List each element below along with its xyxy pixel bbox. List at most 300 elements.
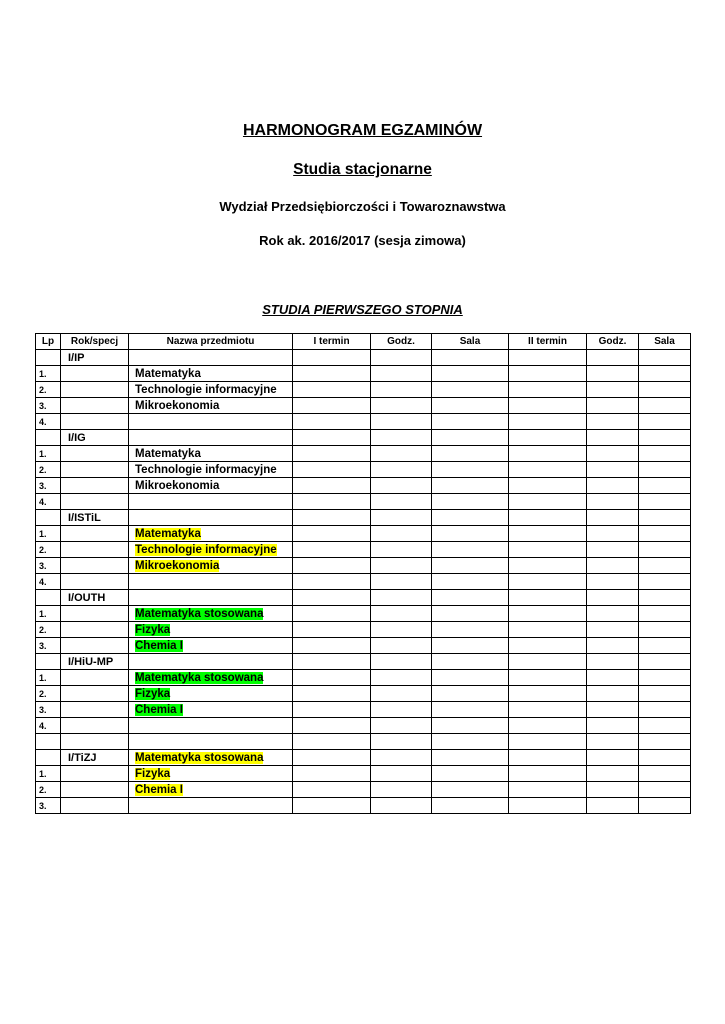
table-row <box>36 350 691 366</box>
second-term-date-cell <box>509 750 587 766</box>
row-number <box>36 590 61 606</box>
year-specialization <box>61 718 129 734</box>
table-body <box>36 350 691 814</box>
table-row <box>36 798 691 814</box>
second-term-room-cell <box>639 494 691 510</box>
first-term-time-cell <box>371 606 432 622</box>
year-specialization: I/OUTH <box>61 590 129 606</box>
table-row <box>36 574 691 590</box>
second-term-room-cell <box>639 478 691 494</box>
subject-cell <box>129 718 293 734</box>
year-specialization <box>61 478 129 494</box>
second-term-time-cell <box>587 734 639 750</box>
year-specialization <box>61 670 129 686</box>
first-term-room-cell <box>432 494 509 510</box>
second-term-date-cell <box>509 366 587 382</box>
first-term-date-cell <box>293 654 371 670</box>
subject-name: Chemia I <box>135 639 183 652</box>
first-term-date-cell <box>293 430 371 446</box>
table-row <box>36 750 691 766</box>
second-term-time-cell <box>587 654 639 670</box>
second-term-room-cell <box>639 606 691 622</box>
subject-name: Chemia I <box>135 703 183 716</box>
first-term-room-cell <box>432 622 509 638</box>
second-term-date-cell <box>509 558 587 574</box>
second-term-room-cell <box>639 414 691 430</box>
table-row <box>36 766 691 782</box>
row-number: 1. <box>36 446 61 462</box>
first-term-time-cell <box>371 446 432 462</box>
first-term-room-cell <box>432 526 509 542</box>
row-number <box>36 750 61 766</box>
table-row <box>36 638 691 654</box>
year-specialization <box>61 366 129 382</box>
second-term-time-cell <box>587 670 639 686</box>
second-term-room-cell <box>639 622 691 638</box>
second-term-date-cell <box>509 510 587 526</box>
second-term-time-cell <box>587 414 639 430</box>
subject-name: Technologie informacyjne <box>135 383 277 396</box>
row-number: 2. <box>36 542 61 558</box>
first-term-time-cell <box>371 766 432 782</box>
first-term-date-cell <box>293 686 371 702</box>
second-term-room-cell <box>639 686 691 702</box>
second-term-time-cell <box>587 766 639 782</box>
first-term-room-cell <box>432 430 509 446</box>
row-number: 1. <box>36 526 61 542</box>
table-row <box>36 478 691 494</box>
section-heading: STUDIA PIERWSZEGO STOPNIA <box>262 302 463 317</box>
second-term-room-cell <box>639 750 691 766</box>
table-row <box>36 654 691 670</box>
table-row <box>36 366 691 382</box>
first-term-date-cell <box>293 350 371 366</box>
second-term-time-cell <box>587 782 639 798</box>
row-number: 2. <box>36 462 61 478</box>
second-term-date-cell <box>509 718 587 734</box>
first-term-date-cell <box>293 558 371 574</box>
second-term-time-cell <box>587 494 639 510</box>
column-header-lp: Lp <box>36 334 61 350</box>
table-row <box>36 414 691 430</box>
second-term-date-cell <box>509 798 587 814</box>
year-specialization <box>61 414 129 430</box>
subject-cell <box>129 446 293 462</box>
second-term-room-cell <box>639 510 691 526</box>
first-term-time-cell <box>371 590 432 606</box>
row-number: 3. <box>36 558 61 574</box>
first-term-room-cell <box>432 734 509 750</box>
second-term-date-cell <box>509 494 587 510</box>
year-specialization <box>61 494 129 510</box>
second-term-date-cell <box>509 622 587 638</box>
row-number: 3. <box>36 638 61 654</box>
column-header-rok-specj: Rok/specj <box>61 334 129 350</box>
second-term-date-cell <box>509 350 587 366</box>
second-term-time-cell <box>587 350 639 366</box>
table-row <box>36 702 691 718</box>
first-term-date-cell <box>293 718 371 734</box>
table-row <box>36 782 691 798</box>
first-term-date-cell <box>293 526 371 542</box>
subject-cell <box>129 702 293 718</box>
first-term-room-cell <box>432 366 509 382</box>
second-term-date-cell <box>509 574 587 590</box>
first-term-time-cell <box>371 670 432 686</box>
second-term-room-cell <box>639 782 691 798</box>
row-number: 4. <box>36 718 61 734</box>
second-term-time-cell <box>587 446 639 462</box>
year-specialization <box>61 446 129 462</box>
document-subtitle: Studia stacjonarne <box>293 161 432 178</box>
second-term-time-cell <box>587 462 639 478</box>
second-term-room-cell <box>639 366 691 382</box>
row-number: 2. <box>36 686 61 702</box>
table-row <box>36 542 691 558</box>
subject-name: Chemia I <box>135 783 183 796</box>
first-term-room-cell <box>432 414 509 430</box>
first-term-room-cell <box>432 782 509 798</box>
second-term-room-cell <box>639 382 691 398</box>
first-term-room-cell <box>432 798 509 814</box>
year-specialization <box>61 398 129 414</box>
faculty-name: Wydział Przedsiębiorczości i Towaroznawstwa <box>219 199 506 214</box>
first-term-date-cell <box>293 446 371 462</box>
second-term-date-cell <box>509 766 587 782</box>
second-term-date-cell <box>509 526 587 542</box>
first-term-time-cell <box>371 430 432 446</box>
table-row <box>36 622 691 638</box>
year-specialization <box>61 702 129 718</box>
table-row <box>36 606 691 622</box>
first-term-date-cell <box>293 670 371 686</box>
first-term-time-cell <box>371 734 432 750</box>
subject-name: Fizyka <box>135 767 171 780</box>
first-term-room-cell <box>432 766 509 782</box>
first-term-room-cell <box>432 654 509 670</box>
row-number: 1. <box>36 670 61 686</box>
second-term-date-cell <box>509 478 587 494</box>
subject-cell <box>129 734 293 750</box>
second-term-time-cell <box>587 750 639 766</box>
first-term-time-cell <box>371 478 432 494</box>
subject-name: Matematyka <box>135 367 201 380</box>
second-term-date-cell <box>509 430 587 446</box>
subject-cell <box>129 782 293 798</box>
year-specialization <box>61 638 129 654</box>
subject-cell <box>129 638 293 654</box>
second-term-room-cell <box>639 766 691 782</box>
table-row <box>36 686 691 702</box>
first-term-room-cell <box>432 590 509 606</box>
row-number: 2. <box>36 622 61 638</box>
first-term-time-cell <box>371 718 432 734</box>
subject-cell <box>129 606 293 622</box>
year-specialization <box>61 734 129 750</box>
year-specialization <box>61 686 129 702</box>
table-row <box>36 430 691 446</box>
column-header-subject: Nazwa przedmiotu <box>129 334 293 350</box>
row-number: 4. <box>36 574 61 590</box>
second-term-time-cell <box>587 510 639 526</box>
second-term-room-cell <box>639 526 691 542</box>
year-specialization <box>61 574 129 590</box>
subject-cell <box>129 558 293 574</box>
second-term-date-cell <box>509 382 587 398</box>
first-term-time-cell <box>371 686 432 702</box>
first-term-time-cell <box>371 750 432 766</box>
first-term-room-cell <box>432 542 509 558</box>
second-term-date-cell <box>509 686 587 702</box>
subject-name: Technologie informacyjne <box>135 543 277 556</box>
row-number <box>36 734 61 750</box>
first-term-time-cell <box>371 350 432 366</box>
first-term-room-cell <box>432 350 509 366</box>
column-header-second-term: II termin <box>509 334 587 350</box>
second-term-time-cell <box>587 606 639 622</box>
first-term-time-cell <box>371 622 432 638</box>
subject-cell <box>129 494 293 510</box>
year-specialization <box>61 462 129 478</box>
second-term-time-cell <box>587 542 639 558</box>
second-term-date-cell <box>509 734 587 750</box>
first-term-time-cell <box>371 462 432 478</box>
subject-cell <box>129 398 293 414</box>
row-number: 1. <box>36 606 61 622</box>
subject-cell <box>129 574 293 590</box>
first-term-room-cell <box>432 574 509 590</box>
second-term-room-cell <box>639 734 691 750</box>
row-number: 3. <box>36 398 61 414</box>
subject-name: Matematyka <box>135 447 201 460</box>
first-term-time-cell <box>371 574 432 590</box>
first-term-room-cell <box>432 750 509 766</box>
second-term-room-cell <box>639 638 691 654</box>
table-row <box>36 446 691 462</box>
first-term-room-cell <box>432 638 509 654</box>
subject-cell <box>129 750 293 766</box>
first-term-room-cell <box>432 398 509 414</box>
first-term-room-cell <box>432 702 509 718</box>
year-specialization: I/IP <box>61 350 129 366</box>
second-term-time-cell <box>587 574 639 590</box>
second-term-room-cell <box>639 798 691 814</box>
first-term-time-cell <box>371 638 432 654</box>
year-specialization <box>61 782 129 798</box>
subject-name: Matematyka stosowana <box>135 607 264 620</box>
column-header-first-term: I termin <box>293 334 371 350</box>
table-row <box>36 718 691 734</box>
second-term-date-cell <box>509 606 587 622</box>
first-term-date-cell <box>293 590 371 606</box>
column-header-room-1: Sala <box>432 334 509 350</box>
table-row <box>36 590 691 606</box>
year-specialization <box>61 542 129 558</box>
first-term-room-cell <box>432 670 509 686</box>
first-term-room-cell <box>432 718 509 734</box>
document-title: HARMONOGRAM EGZAMINÓW <box>242 122 483 139</box>
first-term-room-cell <box>432 686 509 702</box>
first-term-date-cell <box>293 798 371 814</box>
first-term-date-cell <box>293 542 371 558</box>
subject-cell <box>129 414 293 430</box>
second-term-date-cell <box>509 414 587 430</box>
column-header-time-2: Godz. <box>587 334 639 350</box>
first-term-time-cell <box>371 654 432 670</box>
second-term-date-cell <box>509 670 587 686</box>
first-term-date-cell <box>293 574 371 590</box>
subject-name: Fizyka <box>135 687 171 700</box>
table-row <box>36 558 691 574</box>
subject-cell <box>129 622 293 638</box>
year-specialization <box>61 558 129 574</box>
first-term-date-cell <box>293 494 371 510</box>
subject-cell <box>129 766 293 782</box>
first-term-date-cell <box>293 366 371 382</box>
year-specialization <box>61 766 129 782</box>
second-term-time-cell <box>587 382 639 398</box>
subject-cell <box>129 350 293 366</box>
second-term-time-cell <box>587 686 639 702</box>
row-number: 3. <box>36 478 61 494</box>
subject-name: Technologie informacyjne <box>135 463 277 476</box>
row-number: 1. <box>36 366 61 382</box>
second-term-time-cell <box>587 590 639 606</box>
table-row <box>36 510 691 526</box>
subject-cell <box>129 590 293 606</box>
second-term-room-cell <box>639 574 691 590</box>
table-row <box>36 382 691 398</box>
subject-name: Matematyka stosowana <box>135 751 264 764</box>
subject-cell <box>129 510 293 526</box>
second-term-room-cell <box>639 590 691 606</box>
first-term-date-cell <box>293 782 371 798</box>
second-term-time-cell <box>587 638 639 654</box>
column-header-time-1: Godz. <box>371 334 432 350</box>
second-term-room-cell <box>639 542 691 558</box>
first-term-date-cell <box>293 478 371 494</box>
year-specialization <box>61 606 129 622</box>
year-specialization: I/TiZJ <box>61 750 129 766</box>
second-term-date-cell <box>509 702 587 718</box>
table-row <box>36 494 691 510</box>
subject-name: Mikroekonomia <box>135 559 220 572</box>
subject-cell <box>129 366 293 382</box>
first-term-time-cell <box>371 382 432 398</box>
first-term-room-cell <box>432 446 509 462</box>
year-specialization <box>61 798 129 814</box>
first-term-time-cell <box>371 510 432 526</box>
second-term-time-cell <box>587 398 639 414</box>
first-term-date-cell <box>293 750 371 766</box>
second-term-room-cell <box>639 718 691 734</box>
table-row <box>36 398 691 414</box>
subject-cell <box>129 798 293 814</box>
first-term-date-cell <box>293 462 371 478</box>
first-term-room-cell <box>432 478 509 494</box>
subject-name: Matematyka stosowana <box>135 671 264 684</box>
first-term-time-cell <box>371 542 432 558</box>
second-term-date-cell <box>509 654 587 670</box>
academic-year: Rok ak. 2016/2017 (sesja zimowa) <box>259 233 466 248</box>
first-term-date-cell <box>293 766 371 782</box>
table-row <box>36 734 691 750</box>
first-term-time-cell <box>371 558 432 574</box>
table-row <box>36 462 691 478</box>
second-term-date-cell <box>509 590 587 606</box>
second-term-time-cell <box>587 702 639 718</box>
second-term-time-cell <box>587 526 639 542</box>
first-term-date-cell <box>293 734 371 750</box>
second-term-room-cell <box>639 702 691 718</box>
row-number: 3. <box>36 798 61 814</box>
row-number <box>36 654 61 670</box>
year-specialization: I/IG <box>61 430 129 446</box>
second-term-time-cell <box>587 478 639 494</box>
subject-name: Mikroekonomia <box>135 399 220 412</box>
first-term-date-cell <box>293 510 371 526</box>
second-term-date-cell <box>509 398 587 414</box>
first-term-time-cell <box>371 526 432 542</box>
row-number <box>36 430 61 446</box>
first-term-date-cell <box>293 606 371 622</box>
second-term-room-cell <box>639 654 691 670</box>
second-term-room-cell <box>639 430 691 446</box>
subject-cell <box>129 526 293 542</box>
second-term-time-cell <box>587 366 639 382</box>
second-term-room-cell <box>639 670 691 686</box>
first-term-date-cell <box>293 622 371 638</box>
first-term-room-cell <box>432 382 509 398</box>
year-specialization <box>61 622 129 638</box>
subject-name: Fizyka <box>135 623 171 636</box>
second-term-time-cell <box>587 718 639 734</box>
second-term-time-cell <box>587 622 639 638</box>
first-term-room-cell <box>432 606 509 622</box>
first-term-time-cell <box>371 782 432 798</box>
first-term-date-cell <box>293 382 371 398</box>
column-header-room-2: Sala <box>639 334 691 350</box>
row-number <box>36 510 61 526</box>
row-number: 2. <box>36 382 61 398</box>
year-specialization <box>61 382 129 398</box>
year-specialization: I/ISTiL <box>61 510 129 526</box>
first-term-room-cell <box>432 510 509 526</box>
subject-cell <box>129 382 293 398</box>
year-specialization: I/HiU-MP <box>61 654 129 670</box>
first-term-time-cell <box>371 398 432 414</box>
second-term-time-cell <box>587 558 639 574</box>
subject-cell <box>129 478 293 494</box>
subject-cell <box>129 542 293 558</box>
first-term-time-cell <box>371 494 432 510</box>
second-term-date-cell <box>509 638 587 654</box>
first-term-time-cell <box>371 366 432 382</box>
row-number: 1. <box>36 766 61 782</box>
first-term-date-cell <box>293 702 371 718</box>
first-term-date-cell <box>293 638 371 654</box>
first-term-time-cell <box>371 798 432 814</box>
table-row <box>36 670 691 686</box>
subject-cell <box>129 686 293 702</box>
table-row <box>36 526 691 542</box>
first-term-room-cell <box>432 558 509 574</box>
first-term-date-cell <box>293 398 371 414</box>
second-term-room-cell <box>639 462 691 478</box>
subject-name: Mikroekonomia <box>135 479 220 492</box>
second-term-room-cell <box>639 350 691 366</box>
first-term-date-cell <box>293 414 371 430</box>
